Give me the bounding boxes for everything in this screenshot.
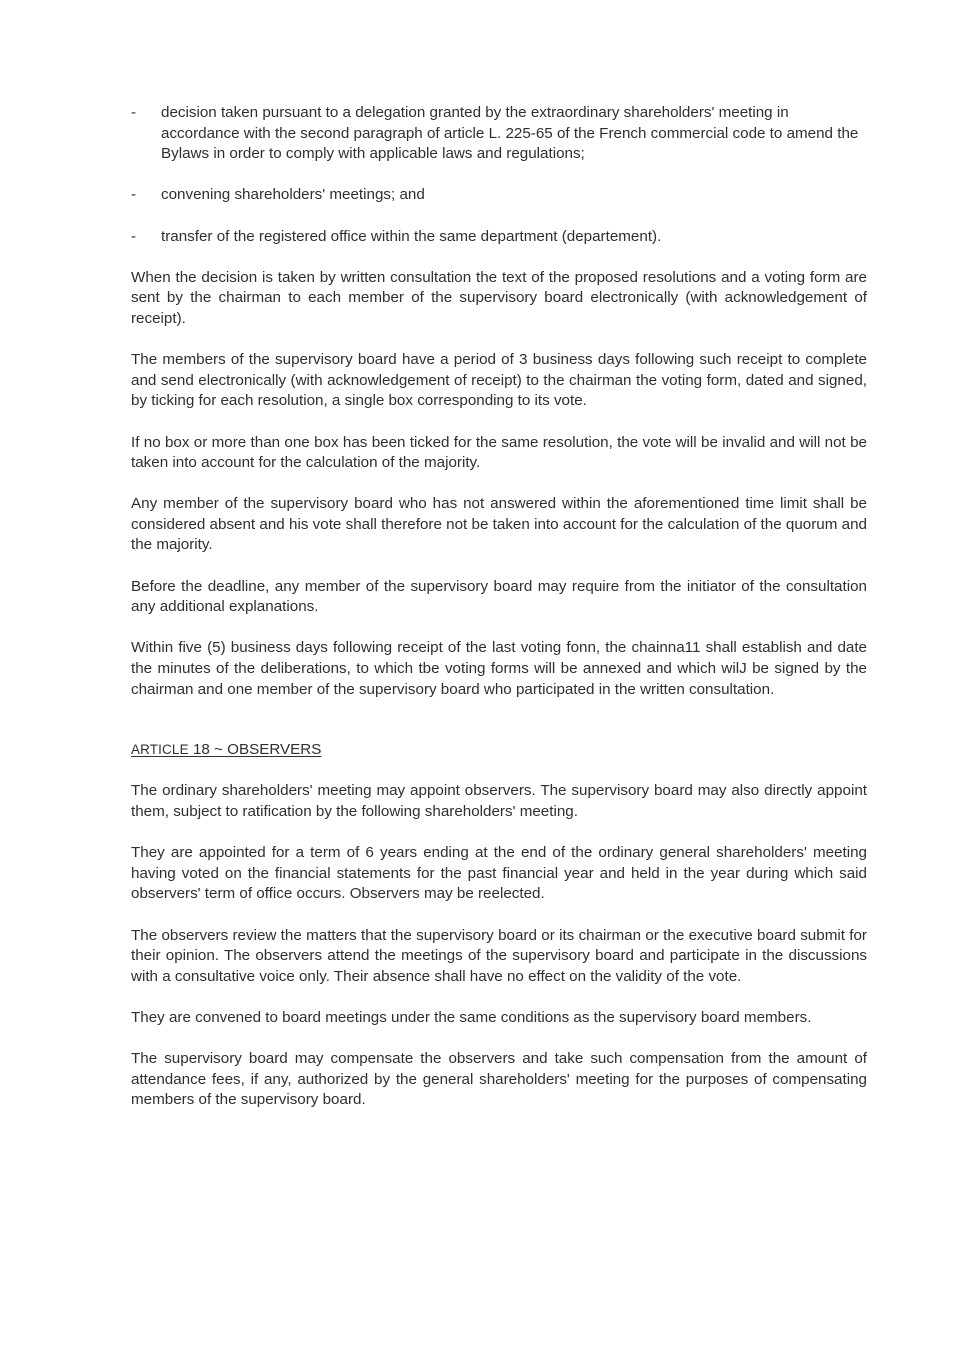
article-heading-word: ARTICLE xyxy=(131,742,189,758)
bullet-item xyxy=(131,103,867,165)
paragraph-observer-convening: They are convened to board meetings under the same conditions as the supervisory board members. xyxy=(131,1008,812,1026)
paragraph-written-consultation: When the decision is taken by written consultation the text of the proposed resolutions and a voting form are sent by the chairman to each member of the supervisory board electronically (with acknowledgement of receipt). xyxy=(131,268,867,327)
paragraph-explanations: Before the deadline, any member of the supervisory board may require from the initiator of the consultation any additional explanations. xyxy=(131,577,867,616)
article-heading xyxy=(131,740,867,761)
document-page xyxy=(131,103,867,1132)
paragraph-voting-period: The members of the supervisory board have a period of 3 business days following such receipt to complete and send electronically (with acknowledgement of receipt) to the chairman the voting form, dated and signed, by ticking for each resolution, a single box corresponding to its vote. xyxy=(131,351,867,410)
paragraph-invalid-vote: If no box or more than one box has been ticked for the same resolution, the vote will be invalid and will not be taken into account for the calculation of the majority. xyxy=(131,433,867,472)
bullet-dash: - xyxy=(131,186,137,204)
bullet-list xyxy=(131,103,867,247)
paragraph-no-answer: Any member of the supervisory board who has not answered within the aforementioned time limit shall be considered absent and his vote shall therefore not be taken into account for the calculation of the quorum and the majority. xyxy=(131,495,867,554)
paragraph-observer-compensation: The supervisory board may compensate the observers and take such compensation from the amount of attendance fees, if any, authorized by the general shareholders' meeting for the purposes of compensating members of the supervisory board. xyxy=(131,1050,867,1109)
bullet-item xyxy=(131,185,867,206)
bullet-text: transfer of the registered office within the same department (departement). xyxy=(161,227,662,245)
bullet-dash: - xyxy=(131,227,137,245)
paragraph-appoint-observers: The ordinary shareholders' meeting may appoint observers. The supervisory board may also directly appoint them, subject to ratification by the following shareholders' meeting. xyxy=(131,782,867,820)
bullet-text: decision taken pursuant to a delegation granted by the extraordinary shareholders' meeting in accordance with the second paragraph of article L. 225-65 of the French commercial code to amend the Bylaws in order to comply with applicable laws and regulations; xyxy=(161,104,859,163)
article-heading-title: 18 ~ OBSERVERS xyxy=(188,741,322,759)
paragraph-observer-role: The observers review the matters that the supervisory board or its chairman or the executive board submit for their opinion. The observers attend the meetings of the supervisory board and participate in the discussions with a consultative voice only. Their absence shall have no effect on the validity of the vote. xyxy=(131,926,867,985)
bullet-dash: - xyxy=(131,104,137,121)
bullet-text: convening shareholders' meetings; and xyxy=(161,186,425,204)
paragraph-observer-term: They are appointed for a term of 6 years ending at the end of the ordinary general shareholders' meeting having voted on the financial statements for the past financial year and held in the year during which said observers' term of office occurs. Observers may be reelected. xyxy=(131,844,867,903)
bullet-item xyxy=(131,227,867,248)
paragraph-minutes: Within five (5) business days following receipt of the last voting fonn, the chainna11 shall establish and date the minutes of the deliberations, to which tbe voting forms will be annexed and which wilJ be signed by the chairman and one member of the supervisory board who participated in the written consultation. xyxy=(131,639,867,698)
